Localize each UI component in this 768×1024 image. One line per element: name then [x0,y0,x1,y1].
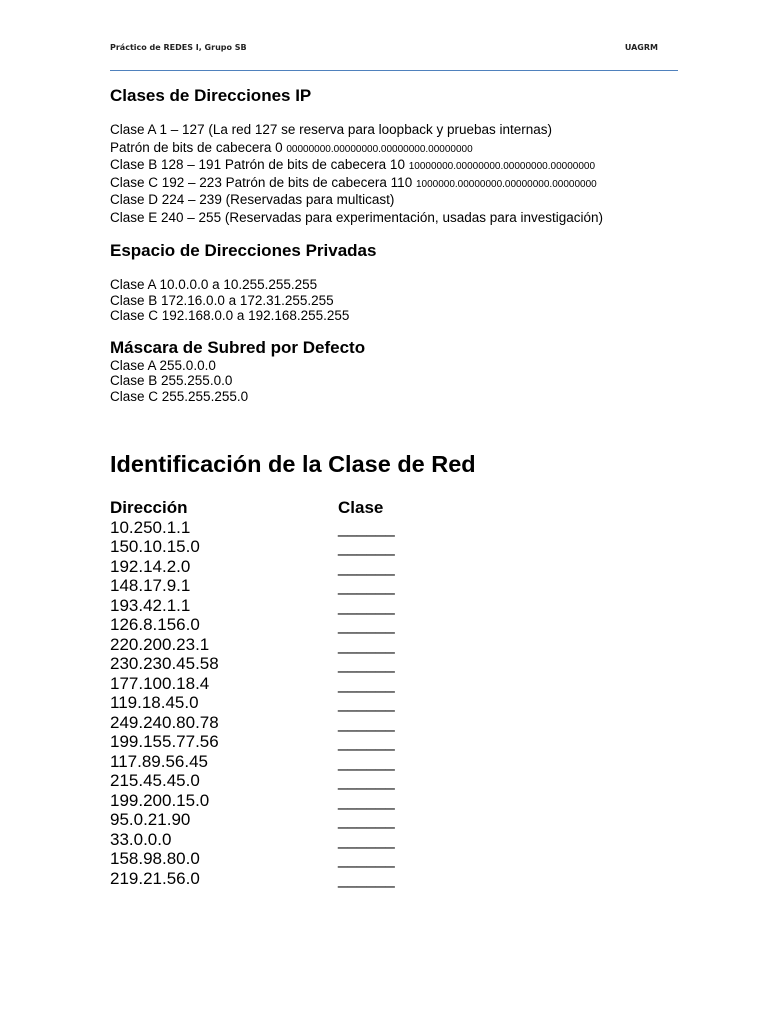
address-cell: 177.100.18.4 [110,673,210,693]
section-title-ip-classes: Clases de Direcciones IP [110,86,312,105]
table-row [110,537,670,557]
address-cell: 192.14.2.0 [110,556,191,576]
table-row [110,869,670,889]
address-cell: 119.18.45.0 [110,693,199,712]
text-line: Patrón de bits de cabecera 0 00000000.00000000.00000000.00000000 [110,139,473,155]
address-cell: 193.42.1.1 [110,595,191,615]
text-line: Clase B 128 – 191 Patrón de bits de cabecera 10 10000000.00000000.00000000.00000000 [110,157,596,172]
document-body [110,86,670,888]
address-cell: 219.21.56.0 [110,868,200,888]
section-title-private-space: Espacio de Direcciones Privadas [110,241,377,260]
class-blank: ______ [338,576,395,595]
address-cell: 215.45.45.0 [110,771,200,790]
table-header-row [110,498,670,518]
class-blank: ______ [338,712,395,732]
table-row [110,596,670,616]
address-cell: 10.250.1.1 [110,517,191,537]
class-blank: ______ [338,615,395,634]
class-blank: ______ [338,634,395,654]
table-row [110,518,670,538]
table-row [110,693,670,713]
class-blank: ______ [338,517,395,537]
address-cell: 33.0.0.0 [110,829,172,849]
class-blank: ______ [338,751,395,771]
text-line: Clase A 255.0.0.0 [110,357,216,373]
text-line: Clase B 255.255.0.0 [110,373,233,388]
private-space-list [110,277,670,324]
text-line: Clase C 255.255.255.0 [110,388,249,404]
header-divider [110,70,678,71]
address-cell: 230.230.45.58 [110,654,219,673]
address-cell: 220.200.23.1 [110,634,210,654]
class-blank: ______ [338,654,395,673]
table-row [110,557,670,577]
text-line: Clase E 240 – 255 (Reservadas para experimentación, usadas para investigación) [110,209,604,225]
text-line: Clase D 224 – 239 (Reservadas para multicast) [110,192,395,207]
table-row [110,752,670,772]
header-institution: UAGRM [624,43,658,52]
class-blank: ______ [338,771,395,790]
address-cell: 148.17.9.1 [110,576,191,595]
address-cell: 150.10.15.0 [110,537,200,556]
table-row [110,674,670,694]
section-title-class-identification: Identificación de la Clase de Red [110,451,476,477]
address-cell: 95.0.21.90 [110,810,191,829]
class-blank: ______ [338,849,395,868]
address-cell: 158.98.80.0 [110,849,200,868]
table-row [110,635,670,655]
address-cell: 117.89.56.45 [110,751,208,771]
default-mask-list [110,358,670,405]
address-cell: 199.155.77.56 [110,732,219,751]
class-blank: ______ [338,673,395,693]
address-cell: 249.240.80.78 [110,712,219,732]
table-row [110,791,670,811]
column-header-class: Clase [338,498,384,517]
class-blank: ______ [338,595,395,615]
table-row [110,830,670,850]
section-title-default-mask: Máscara de Subred por Defecto [110,337,366,357]
table-row [110,615,670,635]
ip-classes-list [110,122,670,227]
table-row [110,771,670,791]
text-line: Clase A 10.0.0.0 a 10.255.255.255 [110,277,318,292]
class-blank: ______ [338,790,395,810]
header-course-title: Práctico de REDES I, Grupo SB [110,43,247,52]
table-row [110,713,670,733]
text-line: Clase C 192.168.0.0 a 192.168.255.255 [110,308,350,323]
column-header-address: Dirección [110,498,188,517]
table-row [110,810,670,830]
class-blank: ______ [338,693,395,712]
class-blank: ______ [338,556,395,576]
table-row [110,576,670,596]
class-blank: ______ [338,732,395,751]
address-cell: 199.200.15.0 [110,790,210,810]
text-line: Clase C 192 – 223 Patrón de bits de cabecera 110 1000000.00000000.00000000.00000000 [110,174,597,190]
class-blank: ______ [338,810,395,829]
text-line: Clase A 1 – 127 (La red 127 se reserva para loopback y pruebas internas) [110,122,553,137]
table-row [110,849,670,869]
class-blank: ______ [338,829,395,849]
address-cell: 126.8.156.0 [110,615,200,634]
class-blank: ______ [338,537,395,556]
class-blank: ______ [338,868,395,888]
table-row [110,654,670,674]
text-line: Clase B 172.16.0.0 a 172.31.255.255 [110,292,334,308]
address-class-table [110,498,670,888]
table-row [110,732,670,752]
